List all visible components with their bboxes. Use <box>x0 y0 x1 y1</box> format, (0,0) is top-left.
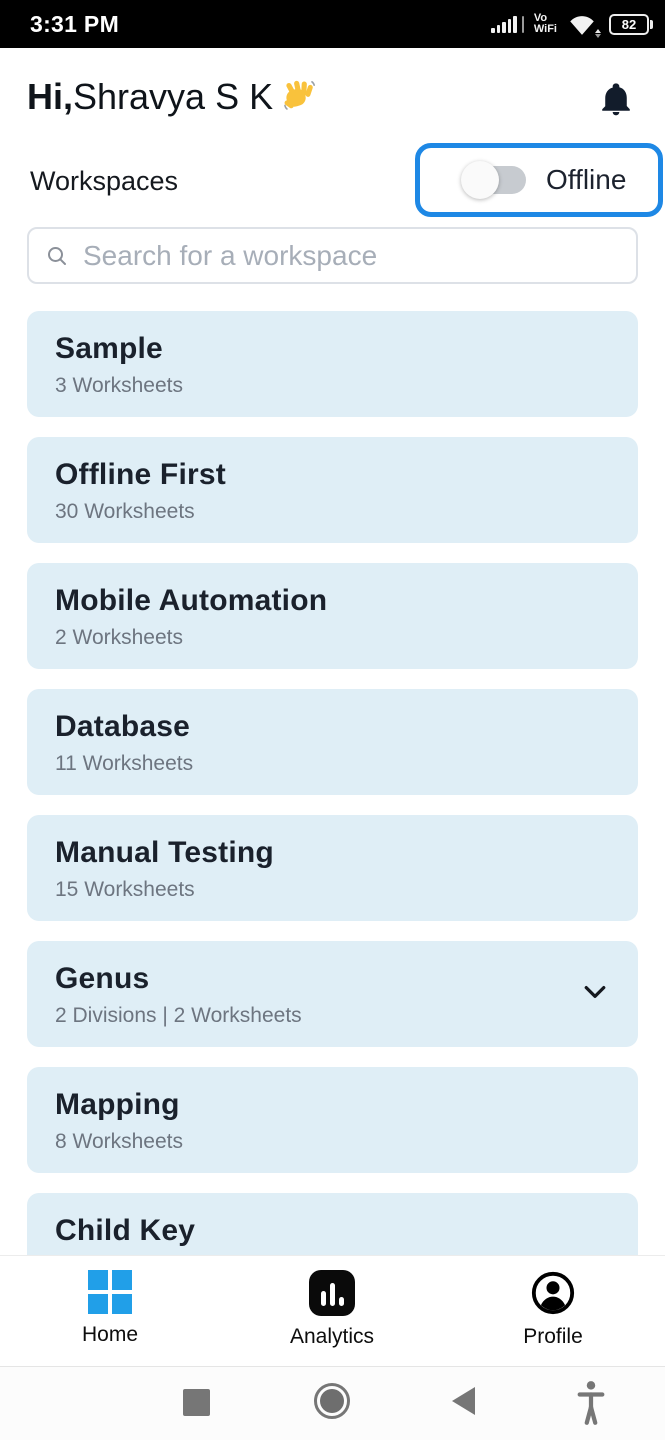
android-system-nav <box>0 1366 665 1440</box>
battery-percent: 82 <box>621 16 637 32</box>
workspace-title: Offline First <box>55 458 226 491</box>
workspace-card[interactable] <box>27 941 638 1047</box>
workspace-subtitle: 11 Worksheets <box>55 752 194 775</box>
workspace-title: Mapping <box>55 1088 180 1121</box>
wifi-icon <box>567 12 599 36</box>
workspace-list <box>27 311 638 1299</box>
user-name: Shravya S K <box>73 76 274 117</box>
offline-toggle-switch[interactable] <box>470 166 526 194</box>
workspace-search[interactable] <box>27 227 638 284</box>
nav-label: Analytics <box>289 1325 375 1348</box>
status-bar-icons <box>491 12 649 36</box>
status-bar <box>0 0 665 48</box>
vowifi-indicator: Vo WiFi <box>533 11 557 35</box>
workspace-title: Database <box>55 710 191 743</box>
toggle-knob <box>461 161 499 199</box>
workspace-subtitle: 3 Worksheets <box>55 374 183 397</box>
search-input[interactable] <box>81 239 620 273</box>
clock: 3:31 PM <box>30 10 120 37</box>
workspace-subtitle: 15 Worksheets <box>55 878 195 901</box>
workspace-title: Mobile Automation <box>55 584 328 617</box>
workspace-title: Sample <box>55 332 163 365</box>
notification-bell-icon[interactable] <box>597 78 635 120</box>
wave-emoji-icon <box>281 79 317 115</box>
workspace-card[interactable] <box>27 1067 638 1173</box>
nav-item-home[interactable] <box>30 1270 190 1347</box>
workspace-card[interactable] <box>27 689 638 795</box>
analytics-bar-chart-icon <box>309 1270 355 1316</box>
home-circle-icon[interactable] <box>314 1383 350 1419</box>
workspace-card[interactable] <box>27 437 638 543</box>
search-icon <box>45 244 69 268</box>
nav-label: Profile <box>523 1325 583 1348</box>
workspace-title: Manual Testing <box>55 836 274 869</box>
greeting-prefix: Hi, <box>27 76 74 117</box>
battery-icon <box>609 14 649 35</box>
workspace-card[interactable] <box>27 563 638 669</box>
workspace-title: Child Key <box>55 1214 196 1247</box>
workspace-card[interactable] <box>27 815 638 921</box>
recents-square-icon[interactable] <box>183 1389 210 1416</box>
bottom-navigation <box>0 1256 665 1366</box>
offline-toggle-label: Offline <box>546 164 627 195</box>
greeting-header <box>27 76 317 118</box>
workspace-subtitle: 2 Divisions | 2 Worksheets <box>55 1004 302 1027</box>
nav-item-analytics[interactable] <box>252 1270 412 1349</box>
workspace-title: Genus <box>55 962 150 995</box>
cellular-signal-icon <box>491 15 524 33</box>
offline-toggle-group[interactable] <box>415 143 663 217</box>
nav-item-profile[interactable] <box>473 1270 633 1349</box>
page-title: Workspaces <box>30 166 179 196</box>
back-triangle-icon[interactable] <box>452 1387 475 1415</box>
chevron-down-icon[interactable] <box>580 977 610 1007</box>
workspace-subtitle: 30 Worksheets <box>55 500 195 523</box>
workspace-card[interactable] <box>27 311 638 417</box>
accessibility-person-icon[interactable] <box>574 1379 608 1429</box>
workspace-subtitle: 8 Worksheets <box>55 1130 183 1153</box>
wifi-data-arrows <box>595 29 601 38</box>
workspace-subtitle: 2 Worksheets <box>55 626 183 649</box>
nav-label: Home <box>81 1323 139 1346</box>
home-grid-icon <box>88 1270 132 1314</box>
profile-person-icon <box>530 1270 576 1316</box>
